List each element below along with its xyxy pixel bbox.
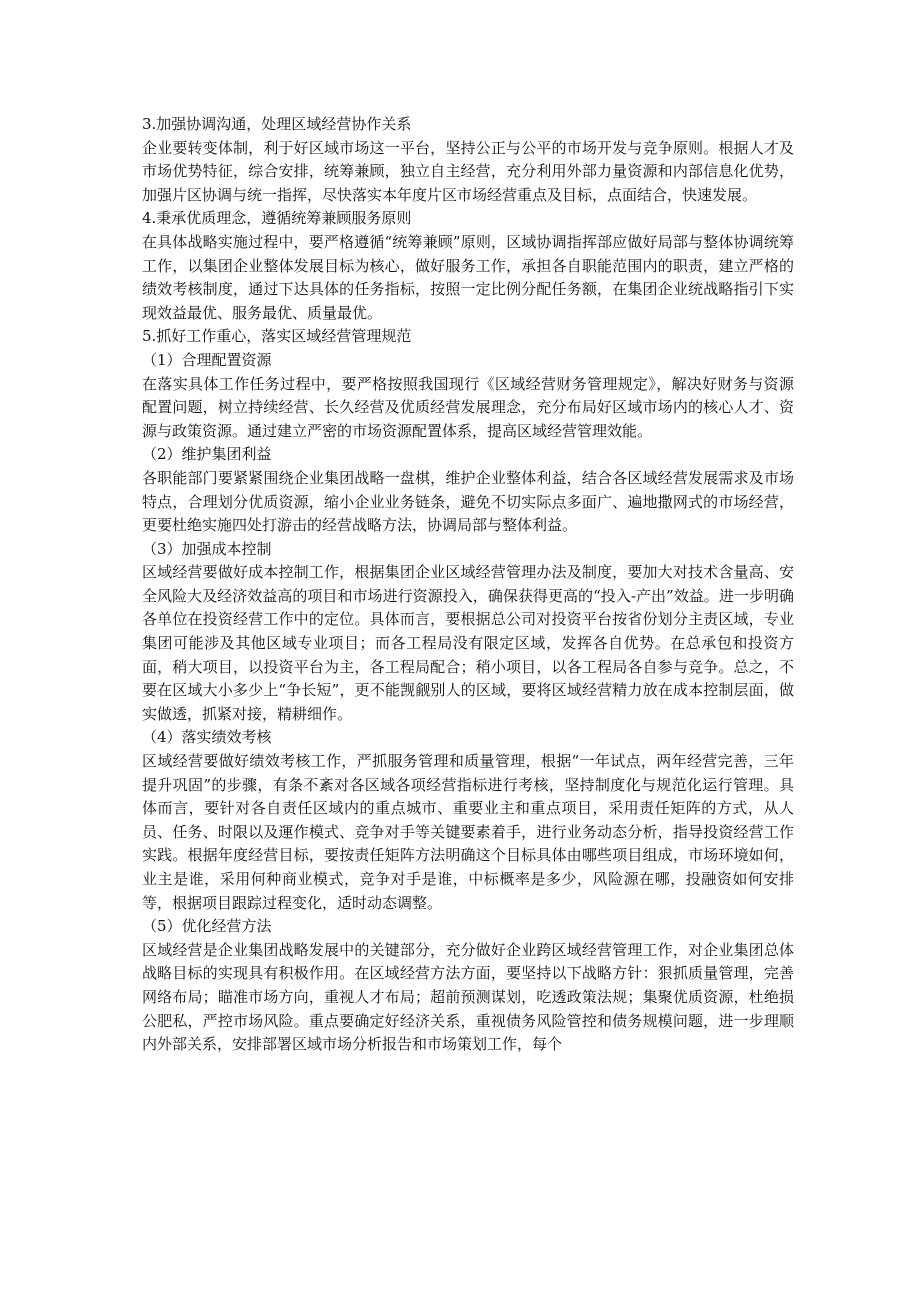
subsection-4	[142, 726, 794, 915]
subsection-3	[142, 538, 794, 727]
section-paragraph: 在具体战略实施过程中，要严格遵循“统筹兼顾”原则，区域协调指挥部应做好局部与整体协调统筹工作，以集团企业整体发展目标为核心，做好服务工作，承担各自职能范围内的职责，建立严格的绩效考核制度，通过下达具体的任务指标，按照一定比例分配任务额，在集团企业统战略指引下实现效益最优、服务最优、质量最优。	[142, 232, 794, 322]
subsection-paragraph: 各职能部门要紧紧围绕企业集团战略一盘棋，维护企业整体利益，结合各区域经营发展需求及市场特点，合理划分优质资源，缩小企业业务链条，避免不切实际点多面广、遍地撒网式的市场经营，更要杜绝实施四处打游击的经营战略方法，协调局部与整体利益。	[142, 468, 794, 535]
section-heading: 5.抓好工作重心，落实区域经营管理规范	[142, 327, 412, 346]
section-3	[142, 113, 794, 207]
subsection-1	[142, 349, 794, 443]
document-page	[142, 113, 794, 1057]
subsection-title: （1）合理配置资源	[142, 350, 272, 369]
subsection-5	[142, 915, 794, 1057]
subsection-title: （3）加强成本控制	[142, 539, 272, 558]
section-5	[142, 325, 794, 1056]
subsection-title: （5）优化经营方法	[142, 917, 272, 936]
section-heading: 3.加强协调沟通，处理区域经营协作关系	[142, 115, 412, 133]
subsection-2	[142, 443, 794, 537]
subsection-title: （2）维护集团利益	[142, 445, 272, 464]
section-paragraph: 企业要转变体制，利于好区域市场这一平台，坚持公正与公平的市场开发与竞争原则。根据人才及市场优势特征，综合安排，统筹兼顾，独立自主经营，充分利用外部力量资源和内部信息化优势，加强片区协调与统一指挥，尽快落实本年度片区市场经营重点及目标，点面结合，快速发展。	[142, 138, 794, 204]
section-4	[142, 207, 794, 325]
subsection-paragraph: 区域经营要做好成本控制工作，根据集团企业区域经营管理办法及制度，要加大对技术含量高、安全风险大及经济效益高的项目和市场进行资源投入，确保获得更高的“投入-产出”效益。进一步明确各单位在投资经营工作中的定位。具体而言，要根据总公司对投资平台按省份划分主责区域，专业集团可能涉及其他区域专业项目；而各工程局没有限定区域，发挥各自优势。在总承包和投资方面，稍大项目，以投资平台为主，各工程局配合；稍小项目，以各工程局各自参与竞争。总之，不要在区域大小多少上“争长短”，更不能觊觎别人的区域，要将区域经营精力放在成本控制层面，做实做透，抓紧对接，精耕细作。	[142, 563, 794, 723]
subsection-paragraph: 区域经营要做好绩效考核工作，严抓服务管理和质量管理，根据“一年试点，两年经营完善，三年提升巩固”的步骤，有条不紊对各区域各项经营指标进行考核，坚持制度化与规范化运行管理。具体而言，要针对各自责任区域内的重点城市、重要业主和重点项目，采用责任矩阵的方式，从人员、任务、时限以及運作模式、竞争对手等关键要素着手，进行业务动态分析，指导投资经营工作实践。根据年度经营目标，要按责任矩阵方法明确这个目标具体由哪些项目组成，市场环境如何，业主是谁，采用何种商业模式，竞争对手是谁，中标概率是多少，风险源在哪，投融资如何安排等，根据项目跟踪过程变化，适时动态调整。	[142, 752, 794, 912]
subsection-paragraph: 在落实具体工作任务过程中，要严格按照我国现行《区域经营财务管理规定》，解决好财务与资源配置问题，树立持续经营、长久经营及优质经营发展理念，充分布局好区域市场内的核心人才、资源与政策资源。通过建立严密的市场资源配置体系，提高区域经营管理效能。	[142, 374, 794, 440]
section-heading: 4.秉承优质理念，遵循统筹兼顾服务原则	[142, 209, 412, 228]
subsection-paragraph: 区域经营是企业集团战略发展中的关键部分，充分做好企业跨区域经营管理工作，对企业集团总体战略目标的实现具有积极作用。在区域经营方法方面，要坚持以下战略方针：狠抓质量管理，完善网络布局；瞄准市场方向，重视人才布局；超前预测谋划，吃透政策法规；集聚优质资源，杜绝损公肥私，严控市场风险。重点要确定好经济关系，重视债务风险管控和债务规模问题，进一步理顺内外部关系，安排部署区域市场分析报告和市场策划工作，每个	[142, 940, 794, 1054]
subsection-title: （4）落实绩效考核	[142, 728, 272, 747]
